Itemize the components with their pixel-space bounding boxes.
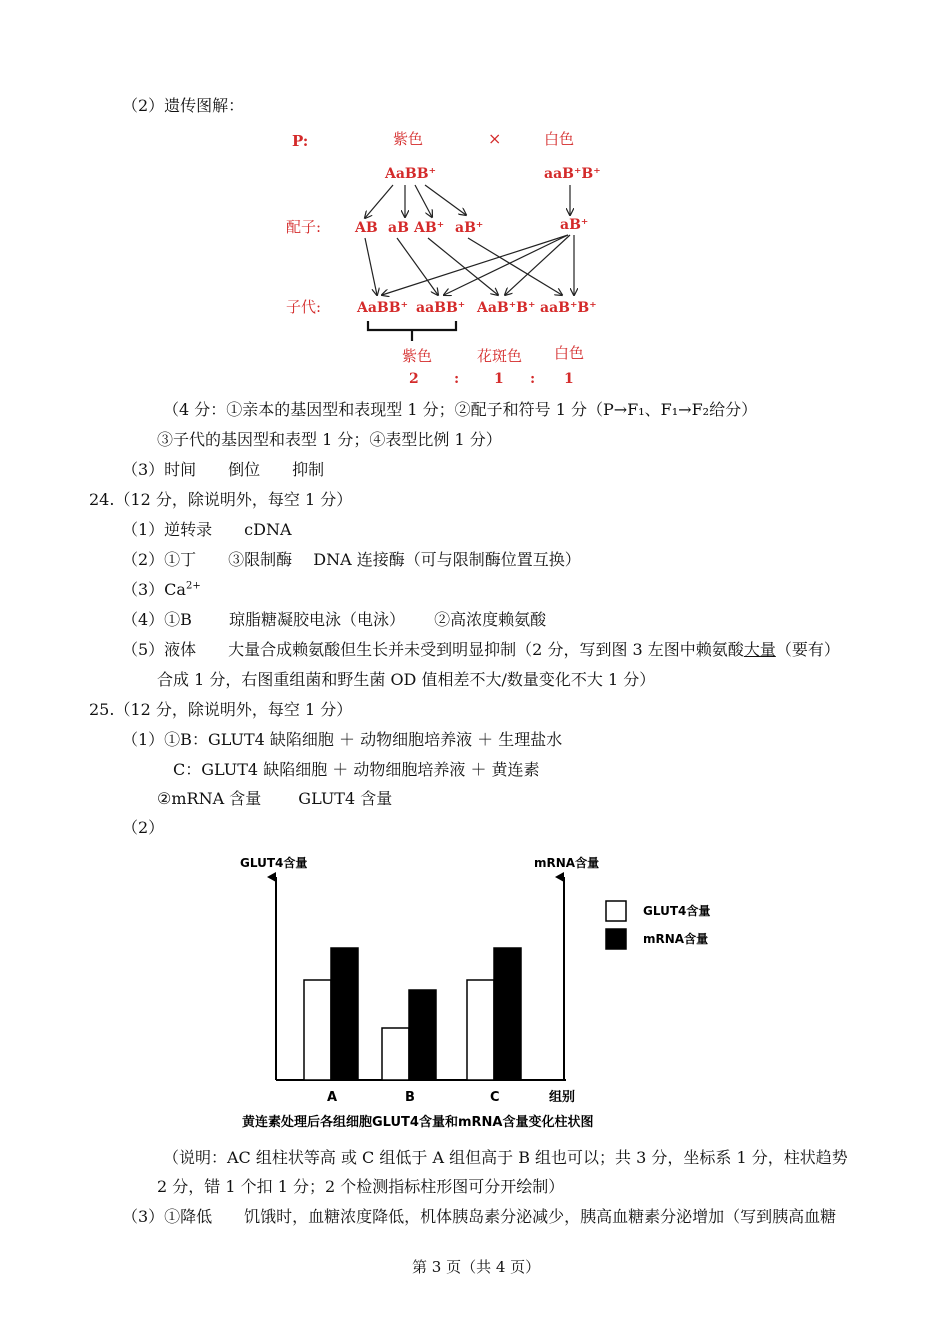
- gamete2-aB-plus: aB⁺: [560, 217, 589, 233]
- x-axis-label: 组别: [549, 1090, 576, 1105]
- genetic-diagram: [0, 125, 950, 385]
- q24-a3-sup: 2+: [185, 580, 201, 592]
- q25-a1-c: C：GLUT4 缺陷细胞 ＋ 动物细胞培养液 ＋ 黄连素: [173, 760, 540, 779]
- parent2-phenotype: 白色: [544, 130, 575, 148]
- page-footer: 第 3 页（共 4 页）: [412, 1258, 541, 1276]
- q24-a5-post: （要有）: [775, 640, 840, 659]
- x-tick-C: C: [490, 1090, 500, 1105]
- offspring-3: AaB⁺B⁺: [477, 300, 536, 316]
- ratio-2: 2: [409, 371, 419, 385]
- cross-sign: ×: [488, 129, 502, 148]
- bar-A-mrna: [331, 948, 358, 1080]
- bar-B-glut4: [382, 1028, 409, 1080]
- phenotype-variegated: 花斑色: [477, 347, 523, 365]
- q25-a1-2: ②mRNA 含量 GLUT4 含量: [157, 789, 393, 808]
- bar-C-mrna: [494, 948, 521, 1080]
- q24-a5-underline: 大量: [743, 640, 776, 659]
- ratio-colon-2: :: [530, 371, 536, 385]
- phenotype-white: 白色: [554, 344, 585, 362]
- x-tick-B: B: [405, 1090, 415, 1105]
- ratio-1b: 1: [564, 371, 574, 385]
- q25-note-line1: （说明：AC 组柱状等高 或 C 组低于 A 组但高于 B 组也可以；共 3 分，坐标系 1 分，柱状趋势: [163, 1148, 848, 1167]
- legend-label-mrna: mRNA含量: [643, 932, 709, 946]
- q24-a1: （1）逆转录 cDNA: [122, 520, 292, 539]
- parent1-phenotype: 紫色: [393, 130, 424, 148]
- q23-2-label: （2）遗传图解：: [122, 96, 245, 115]
- q25-a1-b: （1）①B：GLUT4 缺陷细胞 ＋ 动物细胞培养液 ＋ 生理盐水: [122, 730, 563, 749]
- gamete-AB-plus: AB⁺: [414, 220, 445, 236]
- purple-bracket: [368, 321, 456, 341]
- p-label: P:: [292, 132, 309, 150]
- phenotype-purple: 紫色: [402, 347, 433, 365]
- gamete-aB: aB: [388, 220, 409, 236]
- offspring-4: aaB⁺B⁺: [540, 300, 597, 316]
- legend-swatch-mrna: [606, 929, 626, 949]
- legend-swatch-glut4: [606, 901, 626, 921]
- parent2-genotype: aaB⁺B⁺: [544, 166, 601, 182]
- x-tick-A: A: [327, 1090, 338, 1105]
- q23-scoring-line2: ③子代的基因型和表型 1 分；④表型比例 1 分）: [157, 430, 502, 449]
- q23-3-answer: （3）时间 倒位 抑制: [122, 460, 325, 479]
- gamete-label: 配子:: [286, 218, 322, 236]
- q25-a2: （2）: [122, 818, 165, 837]
- offspring-label: 子代:: [286, 298, 322, 316]
- q24-a4: （4）①B 琼脂糖凝胶电泳（电泳） ②高浓度赖氨酸: [122, 610, 547, 629]
- q24-a3: [122, 580, 201, 600]
- q24-a5-line2: 合成 1 分，右图重组菌和野生菌 OD 值相差不大/数量变化不大 1 分）: [157, 670, 656, 689]
- gamete-AB: AB: [355, 220, 378, 236]
- bar-C-glut4: [467, 980, 494, 1080]
- parent1-genotype: AaBB⁺: [385, 166, 436, 182]
- chart-title: 黄连素处理后各组细胞GLUT4含量和mRNA含量变化柱状图: [242, 1115, 594, 1130]
- q25-header: 25.（12 分，除说明外，每空 1 分）: [89, 700, 353, 719]
- bar-chart: [0, 840, 950, 1140]
- q24-header: 24.（12 分，除说明外，每空 1 分）: [89, 490, 353, 509]
- q25-a3: （3）①降低 饥饿时，血糖浓度降低，机体胰岛素分泌减少，胰高血糖素分泌增加（写到胰高血糖: [122, 1207, 837, 1226]
- bar-B-mrna: [409, 990, 436, 1080]
- q24-a5: [122, 640, 840, 660]
- ratio-colon-1: :: [454, 371, 460, 385]
- q24-a5-pre: （5）液体 大量合成赖氨酸但生长并未受到明显抑制（2 分，写到图 3 左图中赖氨酸: [122, 640, 744, 659]
- legend-label-glut4: GLUT4含量: [643, 904, 711, 918]
- q25-note-line2: 2 分，错 1 个扣 1 分；2 个检测指标柱形图可分开绘制）: [157, 1177, 565, 1196]
- offspring-1: AaBB⁺: [357, 300, 408, 316]
- bar-A-glut4: [304, 980, 331, 1080]
- q24-a2: （2）①丁 ③限制酶 DNA 连接酶（可与限制酶位置互换）: [122, 550, 581, 569]
- y-axis-left-label: GLUT4含量: [240, 856, 308, 870]
- q23-scoring-line1: （4 分：①亲本的基因型和表现型 1 分；②配子和符号 1 分（P→F₁、F₁→F₂给分）: [163, 400, 758, 419]
- ratio-1a: 1: [494, 371, 504, 385]
- gamete-aB-plus: aB⁺: [455, 220, 484, 236]
- y-axis-right-label: mRNA含量: [534, 856, 600, 870]
- offspring-2: aaBB⁺: [416, 300, 466, 316]
- q24-a3-text: （3）Ca: [122, 580, 186, 599]
